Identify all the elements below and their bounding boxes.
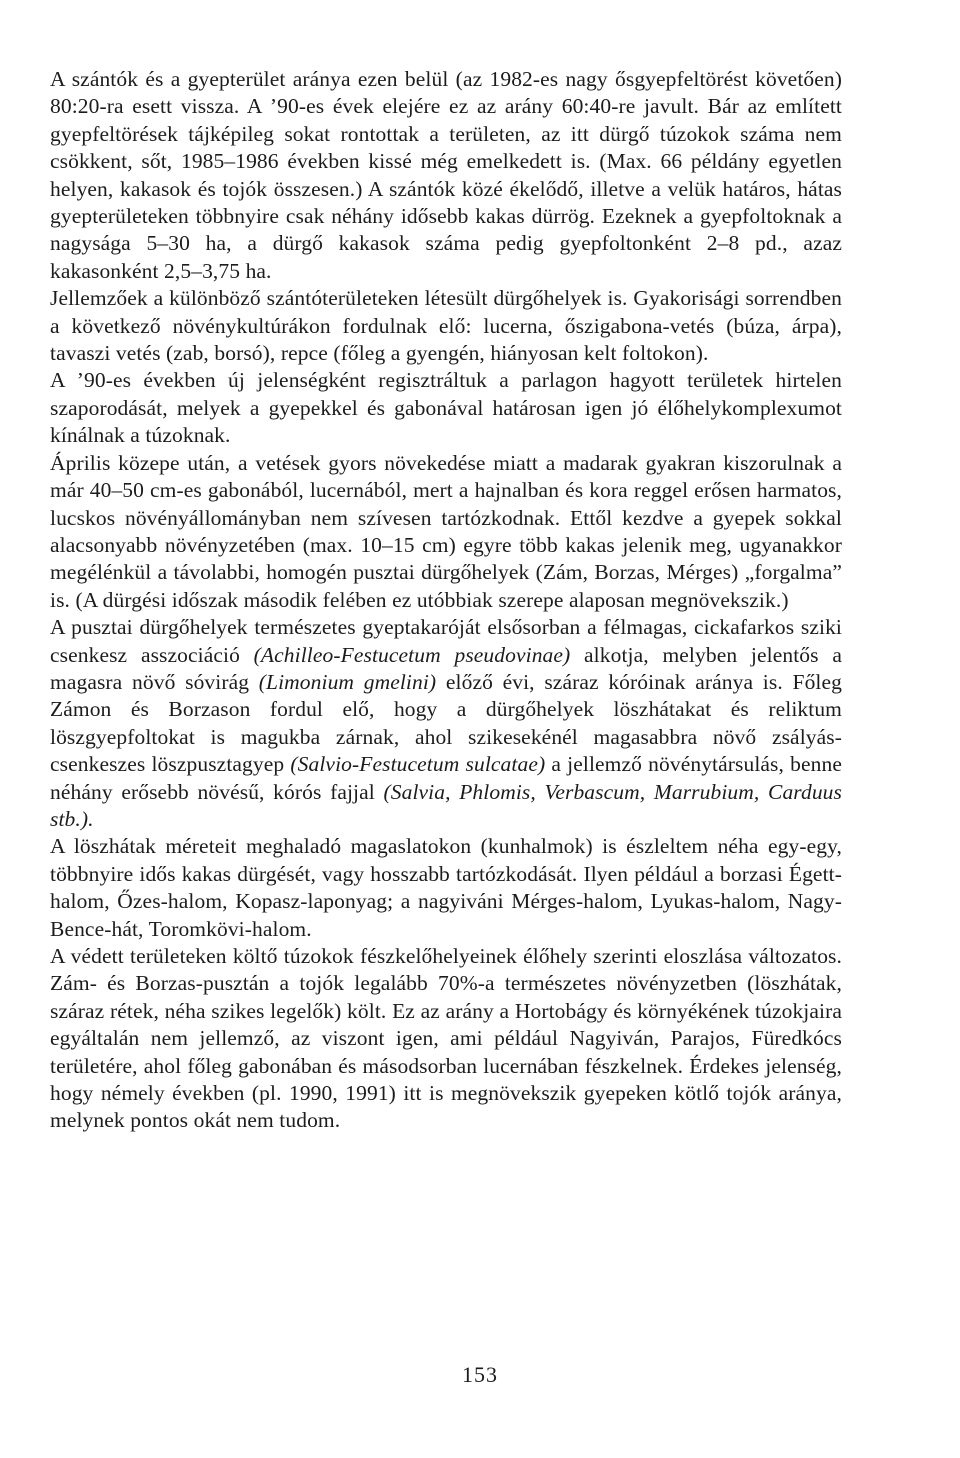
paragraph — [50, 285, 842, 367]
paragraph-text: A pusztai dürgőhelyek természetes gyeptakaróját elsősorban a félmagas, cickafarkos sziki csenkesz asszociáció — [50, 615, 842, 667]
paragraph-text: előző évi, száraz kóróinak aránya is. Főleg Zámon és Borzason fordul elő, hogy a dürgőhelyek löszhátakat és reliktum löszgyepfoltokat is magukba zárnak, ahol szikesekénél magasabbra növő zsályás-csenkeszes löszpusztagyep — [50, 669, 842, 777]
paragraph-text: A szántók és a gyepterület aránya ezen belül (az 1982-es nagy ősgyepfeltörést követően) 80:20-ra esett vissza. A ’90-es évek elejére ez az arány 60:40-re javult. Bár az említett gyepfeltörések tájképileg sokat rontottak a területen, az itt dürgő túzokok száma nem csökkent, sőt, 1985–1986 években kissé még emelkedett is. (Max. 66 példány egyetlen helyen, kakasok és tojók összesen.) A szántók közé ékelődő, illetve a velük határos, hátas gyepterületeken többnyire csak néhány idősebb kakas dürrög. Ezeknek a gyepfoltoknak a nagysága 5–30 ha, a dürgő kakasok száma pedig gyepfoltonként 2–8 pd., azaz kakasonként 2,5–3,75 ha. — [50, 67, 842, 283]
paragraph-text: Április közepe után, a vetések gyors növekedése miatt a madarak gyakran kiszorulnak a már 40–50 cm-es gabonából, lucernából, mert a hajnalban és kora reggel erősen harmatos, lucskos növényállományban nem szívesen tartózkodnak. Ettől kezdve a gyepek sokkal alacsonyabb növényzetében (max. 10–15 cm) egyre több kakas jelenik meg, ugyanakkor megélénkül a távolabbi, homogén pusztai dürgőhelyek (Zám, Borzas, Mérges) „forgalma” is. (A dürgési időszak második felében ez utóbbiak szerepe alaposan megnövekszik.) — [50, 450, 842, 612]
paragraph — [50, 614, 842, 833]
italic-latin-name: (Achilleo-Festucetum pseudovinae) — [253, 642, 571, 667]
paragraph — [50, 367, 842, 449]
paragraph-text: Jellemzőek a különböző szántóterületeken létesült dürgőhelyek is. Gyakorisági sorrendben a következő növénykultúrákon fordulnak elő: lucerna, őszigabona-vetés (búza, árpa), tavaszi vetés (zab, borsó), repce (főleg a gyengén, hiányosan kelt foltokon). — [50, 286, 842, 366]
paragraph-text: alkotja, melyben jelentős a magasra növő sóvirág — [50, 642, 842, 694]
paragraph — [50, 833, 842, 943]
paragraph — [50, 450, 842, 614]
italic-latin-name: (Limonium gmelini) — [258, 669, 437, 694]
paragraph-text: A löszhátak méreteit meghaladó magaslatokon (kunhalmok) is észleltem néha egy-egy, többnyire idős kakas dürgését, vagy hosszabb tartózkodását. Ilyen például a borzasi Égett-halom, Őzes-halom, Kopasz-laponyag; a nagyiváni Mérges-halom, Lyukas-halom, Nagy-Bence-hát, Toromkövi-halom. — [50, 834, 842, 941]
paragraph-text: a jellemző növénytársulás, benne néhány erősebb növésű, kórós fajjal — [50, 752, 842, 804]
paragraph-text: A védett területeken költő túzokok fészkelőhelyeinek élőhely szerinti eloszlása változatos. Zám- és Borzas-pusztán a tojók legalább 70%-a természetes növényzetben (löszhátak, száraz rétek, néha szikes legelők) költ. Ez az arány a Hortobágy és környékének túzokjaira egyáltalán nem jellemző, az viszont igen, ami például Nagyiván, Parajos, Füredkócs területére, ahol főleg gabonában és másodsorban lucernában fészkelnek. Érdekes jelenség, hogy némely években (pl. 1990, 1991) itt is megnövekszik gyepeken kötlő tojók aránya, melynek pontos okát nem tudom. — [50, 944, 842, 1133]
paragraph — [50, 943, 842, 1135]
italic-latin-name: (Salvia, Phlomis, Verbascum, Marrubium, Carduus stb.). — [50, 779, 842, 831]
page-number: 153 — [462, 1362, 498, 1387]
paragraph-text: A ’90-es években új jelenségként regisztráltuk a parlagon hagyott területek hirtelen szaporodását, melyek a gyepekkel és gabonával határosan igen jó élőhelykomplexumot kínálnak a túzoknak. — [50, 368, 842, 448]
italic-latin-name: (Salvio-Festucetum sulcatae) — [290, 752, 546, 777]
body-text — [50, 66, 842, 1135]
paragraph — [50, 66, 842, 285]
